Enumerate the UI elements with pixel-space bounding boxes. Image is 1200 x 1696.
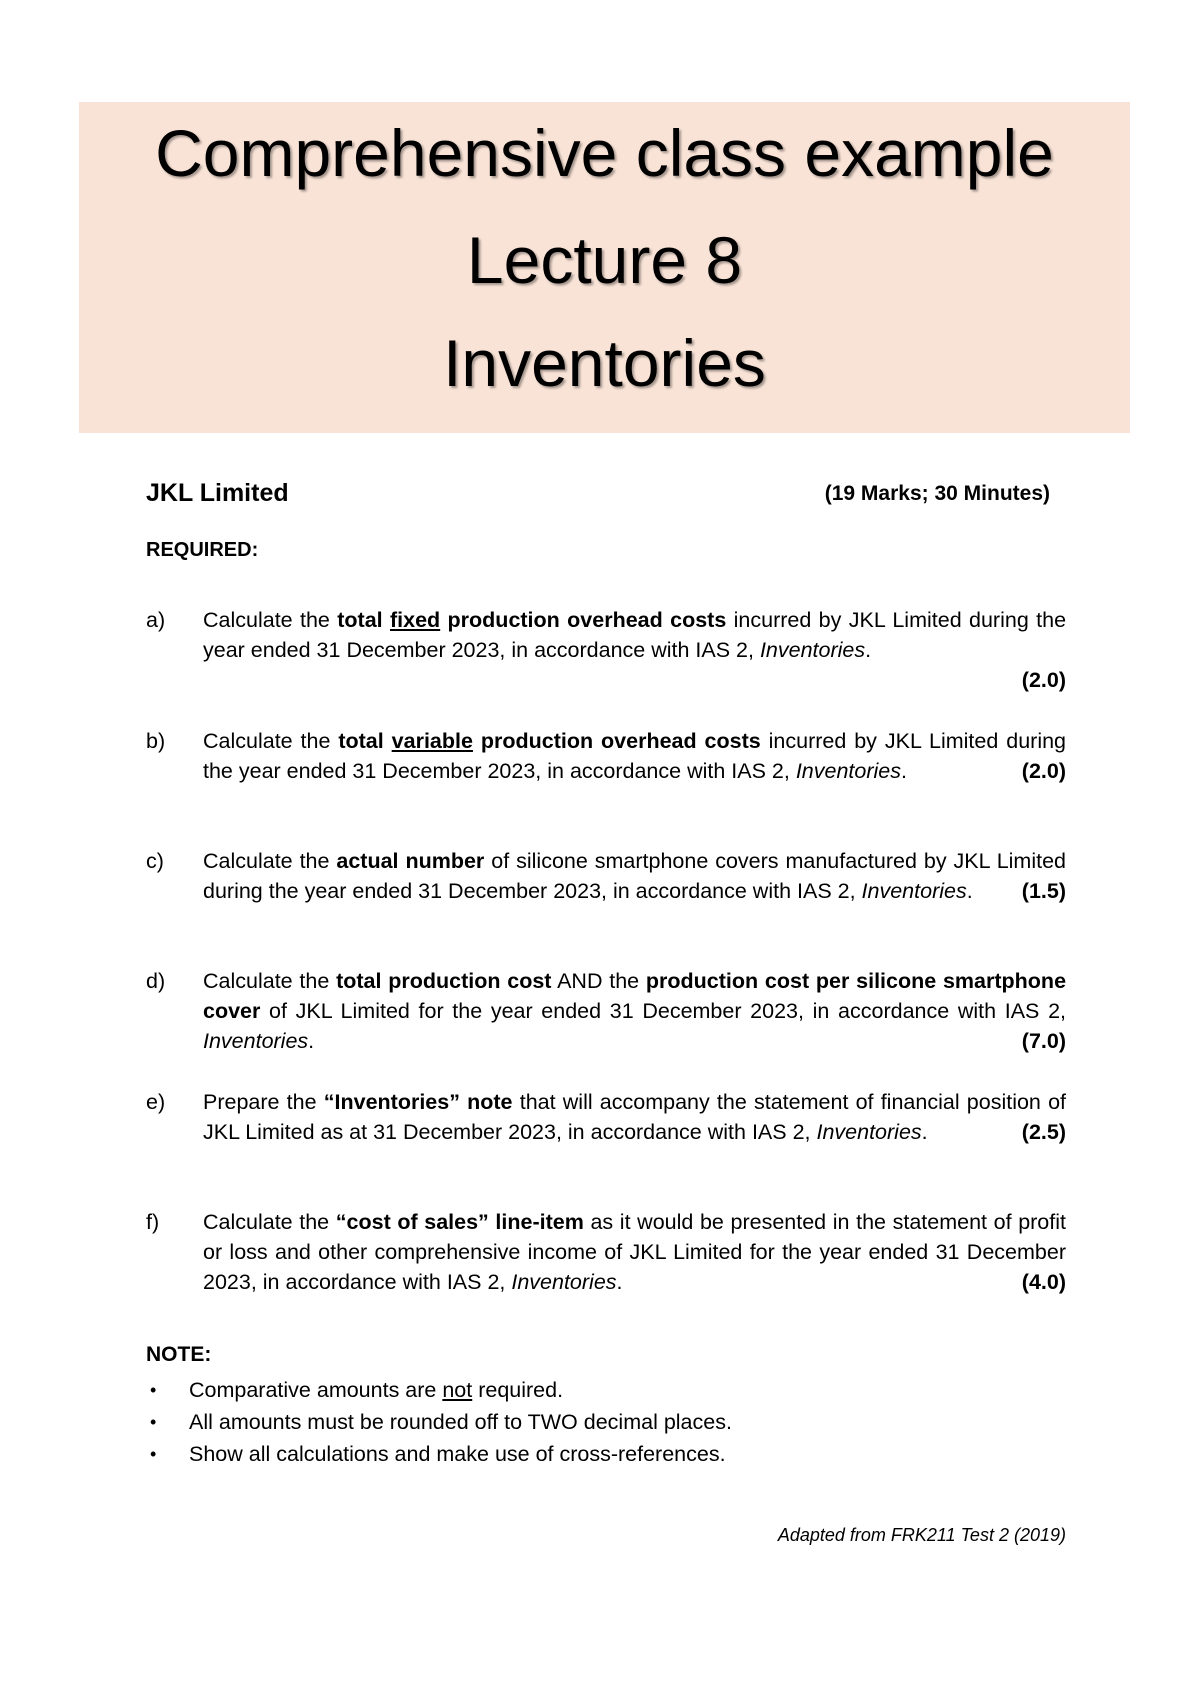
banner-line-2: Lecture 8 bbox=[466, 223, 743, 297]
question-marks: (2.0) bbox=[1021, 668, 1066, 692]
question-e bbox=[146, 1087, 1066, 1147]
question-label: f) bbox=[146, 1210, 160, 1234]
question-label: e) bbox=[146, 1090, 166, 1114]
question-text: Calculate the total fixed production overhead costs incurred by JKL Limited during the year ended 31 December 2023, in accordance with IAS 2, Inventories. (2.0) bbox=[203, 605, 1066, 695]
note-item: • Comparative amounts are not required. bbox=[146, 1374, 732, 1406]
note-list bbox=[146, 1374, 732, 1470]
bullet-icon: • bbox=[150, 1380, 157, 1400]
company-name: JKL Limited bbox=[146, 479, 289, 507]
source-attribution: Adapted from FRK211 Test 2 (2019) bbox=[777, 1525, 1066, 1545]
question-marks: (7.0) bbox=[1021, 1029, 1066, 1053]
banner-line-1: Comprehensive class example bbox=[155, 116, 1054, 190]
question-label: d) bbox=[146, 969, 166, 993]
question-text: Calculate the total production cost AND the production cost per silicone smartphone cover of JKL Limited for the year ended 31 December 2023, in accordance with IAS 2, Inventories. (7.0) bbox=[203, 966, 1066, 1056]
question-f bbox=[146, 1207, 1066, 1297]
question-marks: (4.0) bbox=[1021, 1270, 1066, 1294]
question-a bbox=[146, 605, 1066, 695]
question-text: Calculate the total variable production overhead costs incurred by JKL Limited during the year ended 31 December 2023, in accordance with IAS 2, Inventories. (2.0) bbox=[203, 726, 1066, 786]
banner-line-3: Inventories bbox=[443, 326, 766, 400]
question-marks: (1.5) bbox=[1021, 879, 1066, 903]
question-label: b) bbox=[146, 729, 166, 753]
question-label: c) bbox=[146, 849, 164, 873]
note-item: • Show all calculations and make use of cross-references. bbox=[146, 1438, 732, 1470]
question-d bbox=[146, 966, 1066, 1056]
bullet-icon: • bbox=[150, 1412, 157, 1432]
question-marks: (2.0) bbox=[1021, 759, 1066, 783]
question-text: Calculate the actual number of silicone smartphone covers manufactured by JKL Limited during the year ended 31 December 2023, in accordance with IAS 2, Inventories. (1.5) bbox=[203, 846, 1066, 906]
question-c bbox=[146, 846, 1066, 906]
required-heading: REQUIRED: bbox=[146, 539, 259, 561]
marks-time: (19 Marks; 30 Minutes) bbox=[824, 482, 1050, 505]
note-item: • All amounts must be rounded off to TWO decimal places. bbox=[146, 1406, 732, 1438]
bullet-icon: • bbox=[150, 1444, 157, 1464]
question-text: Calculate the “cost of sales” line-item as it would be presented in the statement of profit or loss and other comprehensive income of JKL Limited for the year ended 31 December 2023, in accordance with IAS 2, Inventories. (4.0) bbox=[203, 1207, 1066, 1297]
question-label: a) bbox=[146, 608, 166, 632]
question-text: Prepare the “Inventories” note that will accompany the statement of financial position of JKL Limited as at 31 December 2023, in accordance with IAS 2, Inventories. (2.5) bbox=[203, 1087, 1066, 1147]
question-marks: (2.5) bbox=[1021, 1120, 1066, 1144]
note-heading: NOTE: bbox=[146, 1343, 212, 1366]
question-b bbox=[146, 726, 1066, 786]
